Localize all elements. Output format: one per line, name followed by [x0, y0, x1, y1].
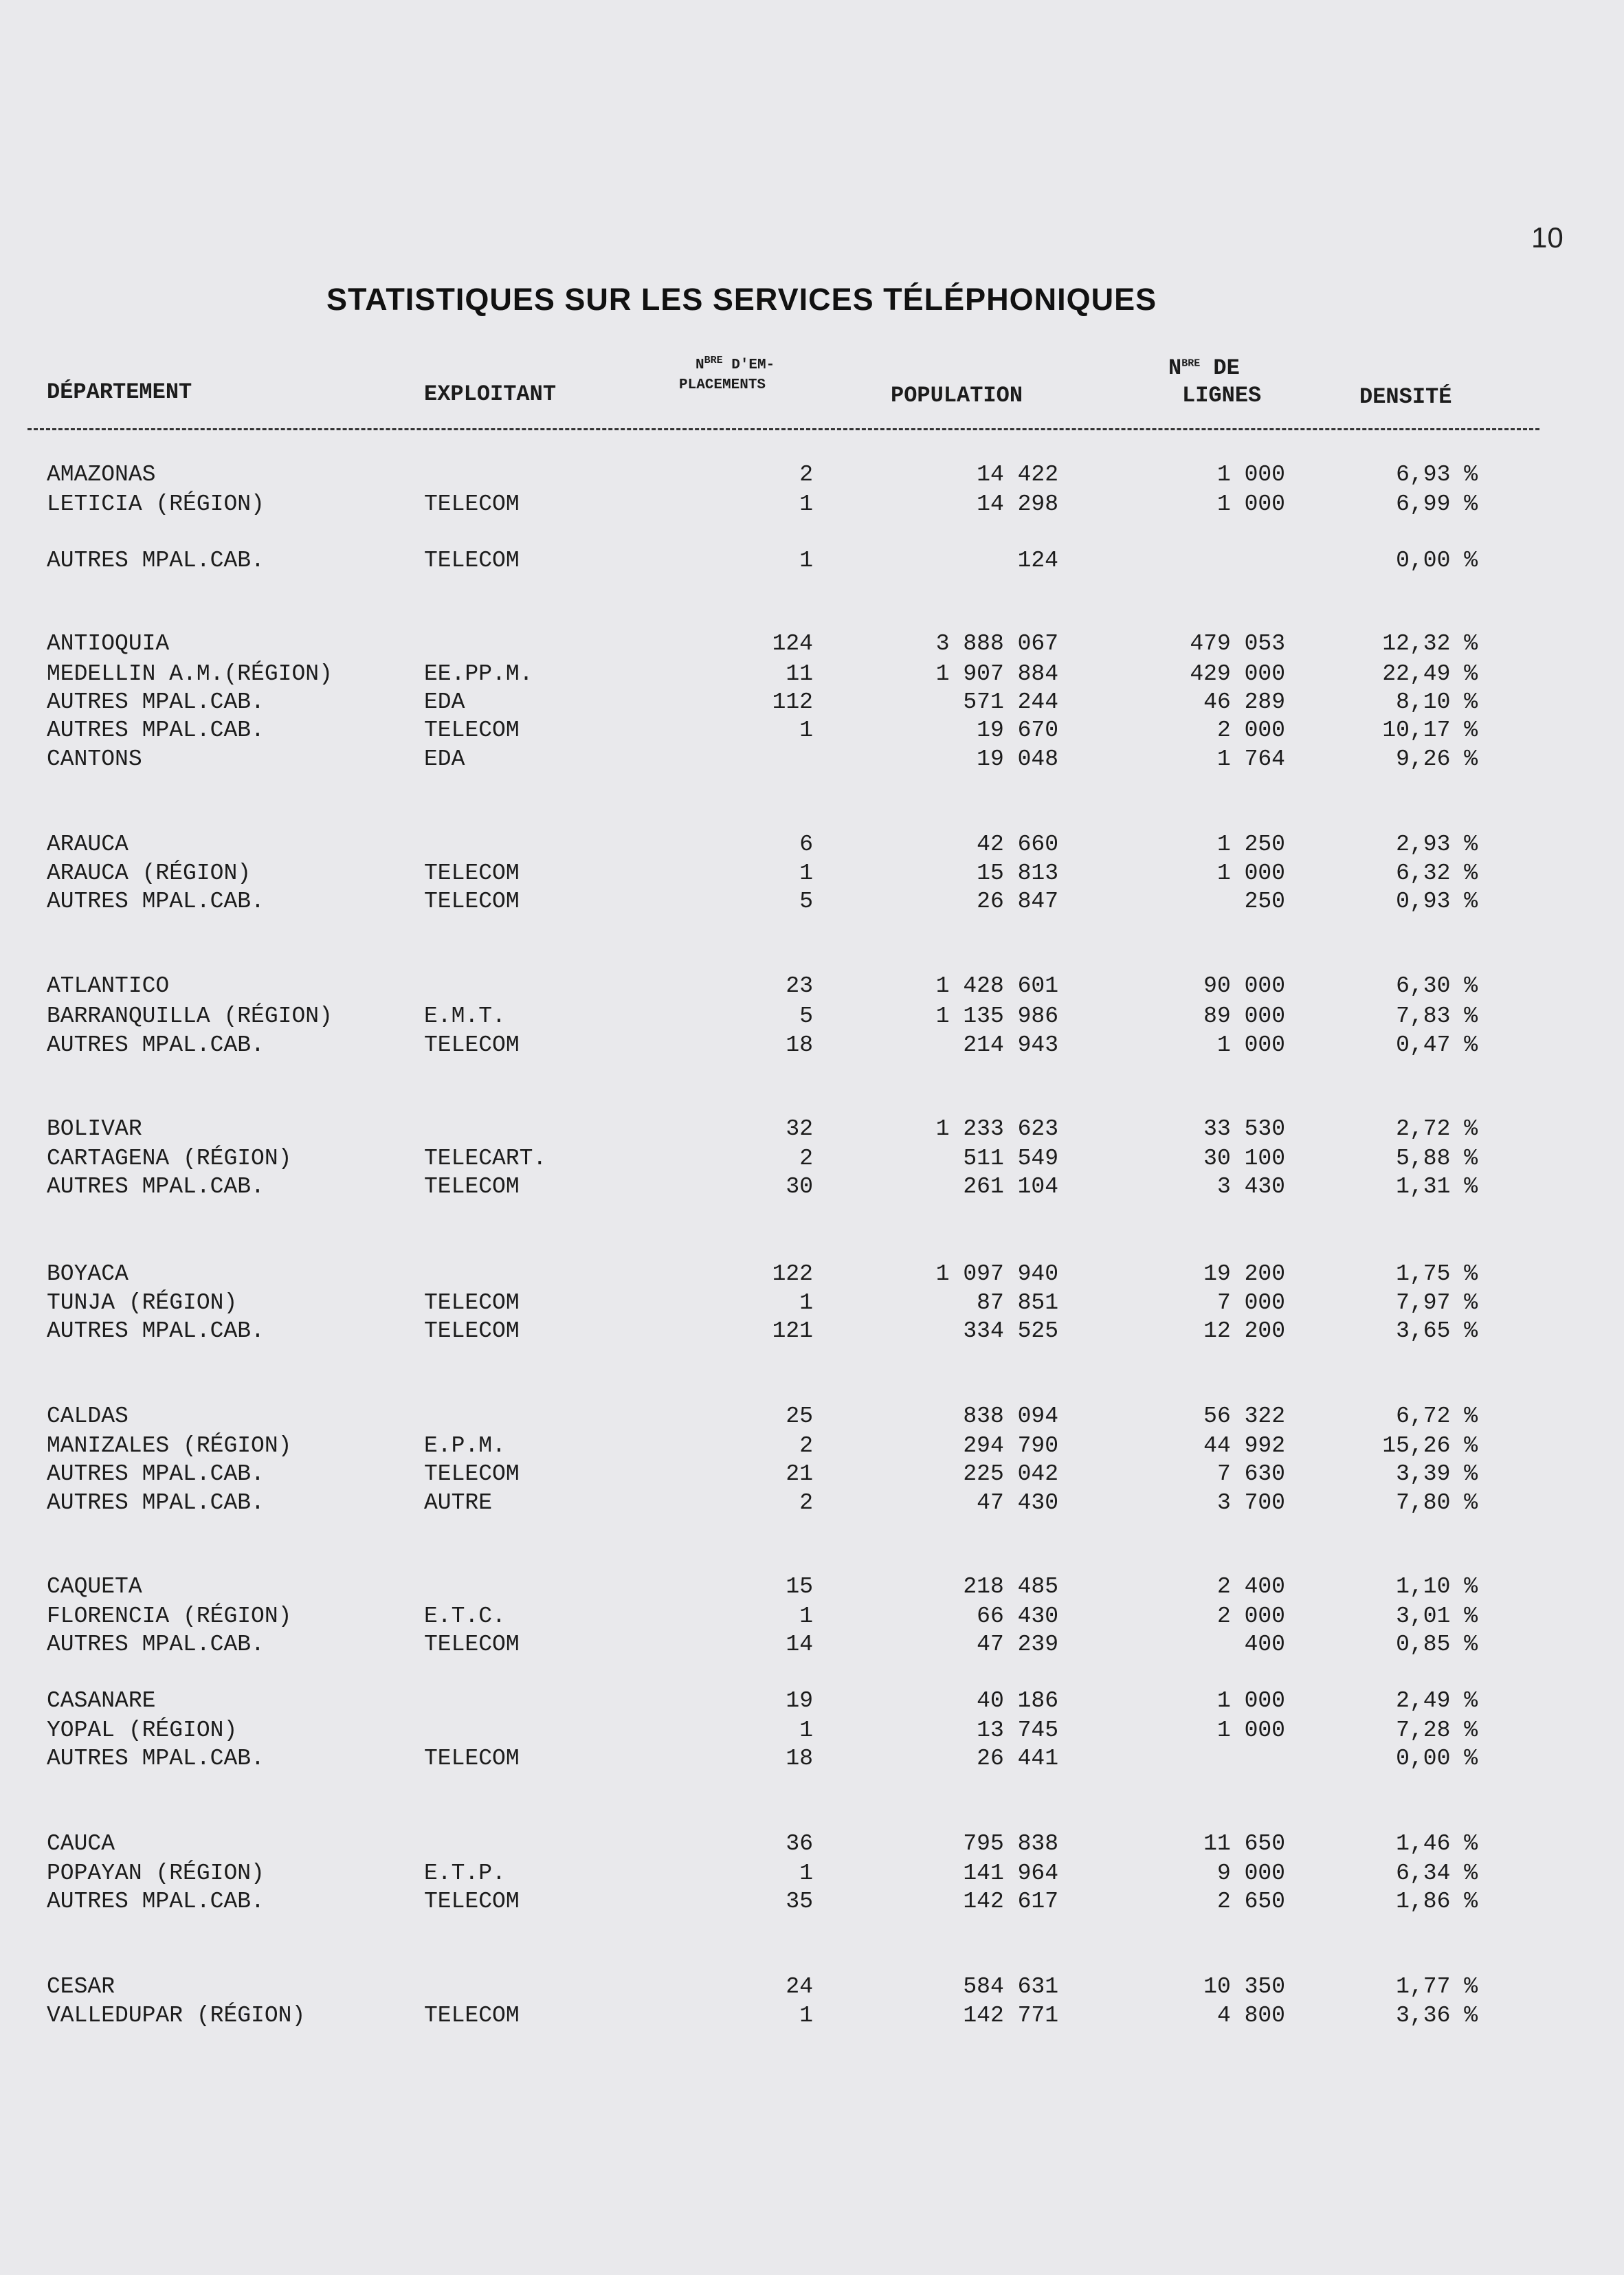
table-row [0, 1744, 1624, 1773]
cell-emplacements: 1 [799, 1718, 813, 1743]
table-row [0, 1573, 1624, 1601]
cell-densite: 9,26 % [1396, 746, 1478, 772]
cell-lignes: 7 630 [1216, 1461, 1285, 1487]
page-title: STATISTIQUES SUR LES SERVICES TÉLÉPHONIQUES [326, 282, 1157, 317]
cell-population: 1 907 884 [935, 661, 1058, 687]
table-row [0, 1260, 1624, 1289]
table-row [0, 1402, 1624, 1431]
cell-lignes: 30 100 [1203, 1146, 1285, 1171]
cell-densite: 0,85 % [1396, 1632, 1478, 1657]
cell-population: 218 485 [963, 1574, 1058, 1599]
cell-population: 1 428 601 [935, 973, 1058, 999]
cell-departement: AUTRES MPAL.CAB. [47, 1174, 265, 1199]
cell-emplacements: 2 [799, 1433, 813, 1458]
cell-emplacements: 5 [799, 1003, 813, 1029]
cell-densite: 7,97 % [1396, 1290, 1478, 1316]
cell-departement: CARTAGENA (RÉGION) [47, 1146, 292, 1171]
cell-densite: 1,77 % [1396, 1974, 1478, 1999]
table-row [0, 460, 1624, 489]
cell-densite: 6,99 % [1396, 491, 1478, 517]
cell-densite: 1,31 % [1396, 1174, 1478, 1199]
cell-lignes: 11 650 [1203, 1831, 1285, 1856]
table-row [0, 1317, 1624, 1346]
cell-densite: 2,72 % [1396, 1116, 1478, 1142]
cell-lignes: 4 800 [1216, 2003, 1285, 2028]
cell-departement: AUTRES MPAL.CAB. [47, 1032, 265, 1058]
cell-population: 3 888 067 [935, 631, 1058, 656]
cell-emplacements: 122 [772, 1261, 813, 1287]
cell-departement: MANIZALES (RÉGION) [47, 1433, 292, 1458]
cell-lignes: 479 053 [1190, 631, 1285, 656]
cell-exploitant: TELECOM [424, 1746, 520, 1771]
table-row [0, 660, 1624, 689]
header-population: POPULATION [891, 383, 1023, 408]
cell-departement: CAUCA [47, 1831, 115, 1856]
table-row [0, 2001, 1624, 2030]
cell-densite: 1,86 % [1396, 1889, 1478, 1914]
cell-population: 1 097 940 [935, 1261, 1058, 1287]
cell-population: 47 430 [977, 1490, 1058, 1516]
cell-emplacements: 11 [786, 661, 813, 687]
cell-population: 42 660 [977, 832, 1058, 857]
cell-densite: 0,00 % [1396, 1746, 1478, 1771]
cell-departement: CAQUETA [47, 1574, 142, 1599]
cell-exploitant: EDA [424, 746, 465, 772]
cell-densite: 0,47 % [1396, 1032, 1478, 1058]
cell-population: 1 135 986 [935, 1003, 1058, 1029]
cell-lignes: 90 000 [1203, 973, 1285, 999]
cell-lignes: 1 000 [1216, 1718, 1285, 1743]
cell-population: 66 430 [977, 1603, 1058, 1629]
cell-exploitant: EDA [424, 689, 465, 715]
cell-departement: POPAYAN (RÉGION) [47, 1861, 265, 1886]
cell-emplacements: 112 [772, 689, 813, 715]
cell-densite: 2,93 % [1396, 832, 1478, 857]
cell-lignes: 89 000 [1203, 1003, 1285, 1029]
cell-population: 294 790 [963, 1433, 1058, 1458]
cell-exploitant: TELECOM [424, 1632, 520, 1657]
header-lignes-rest: DE [1200, 355, 1240, 381]
cell-densite: 2,49 % [1396, 1688, 1478, 1713]
table-row [0, 1859, 1624, 1888]
cell-population: 584 631 [963, 1974, 1058, 1999]
cell-emplacements: 1 [799, 2003, 813, 2028]
cell-emplacements: 35 [786, 1889, 813, 1914]
cell-emplacements: 30 [786, 1174, 813, 1199]
table-row [0, 1432, 1624, 1461]
table-row [0, 490, 1624, 519]
cell-lignes: 2 650 [1216, 1889, 1285, 1914]
cell-population: 142 617 [963, 1889, 1058, 1914]
cell-population: 40 186 [977, 1688, 1058, 1713]
cell-exploitant: TELECOM [424, 2003, 520, 2028]
cell-densite: 1,75 % [1396, 1261, 1478, 1287]
cell-departement: AUTRES MPAL.CAB. [47, 1889, 265, 1914]
cell-departement: BOLIVAR [47, 1116, 142, 1142]
header-departement: DÉPARTEMENT [47, 379, 192, 405]
cell-population: 141 964 [963, 1861, 1058, 1886]
cell-emplacements: 1 [799, 718, 813, 743]
cell-emplacements: 15 [786, 1574, 813, 1599]
cell-departement: ARAUCA [47, 832, 129, 857]
header-emplacements-line2: PLACEMENTS [679, 377, 766, 393]
table-row [0, 688, 1624, 717]
table-row [0, 630, 1624, 658]
cell-emplacements: 19 [786, 1688, 813, 1713]
cell-emplacements: 1 [799, 548, 813, 573]
cell-departement: ATLANTICO [47, 973, 170, 999]
cell-exploitant: EE.PP.M. [424, 661, 533, 687]
cell-lignes: 2 400 [1216, 1574, 1285, 1599]
cell-exploitant: TELECOM [424, 1174, 520, 1199]
header-lignes-sup: BRE [1181, 357, 1201, 370]
cell-emplacements: 2 [799, 1490, 813, 1516]
cell-emplacements: 23 [786, 973, 813, 999]
cell-population: 26 847 [977, 889, 1058, 914]
cell-exploitant: TELECOM [424, 1032, 520, 1058]
table-row [0, 716, 1624, 745]
cell-emplacements: 25 [786, 1403, 813, 1429]
header-rule [27, 428, 1539, 430]
cell-departement: CESAR [47, 1974, 115, 1999]
table-row [0, 1115, 1624, 1144]
cell-departement: LETICIA (RÉGION) [47, 491, 265, 517]
cell-emplacements: 2 [799, 1146, 813, 1171]
cell-exploitant: TELECOM [424, 1889, 520, 1914]
table-row [0, 1002, 1624, 1031]
cell-emplacements: 14 [786, 1632, 813, 1657]
header-lignes-line2: LIGNES [1182, 383, 1262, 408]
cell-emplacements: 124 [772, 631, 813, 656]
cell-densite: 1,46 % [1396, 1831, 1478, 1856]
cell-densite: 6,93 % [1396, 462, 1478, 487]
cell-emplacements: 6 [799, 832, 813, 857]
cell-departement: AUTRES MPAL.CAB. [47, 689, 265, 715]
cell-densite: 0,93 % [1396, 889, 1478, 914]
header-emplacements-n: N [696, 357, 704, 373]
cell-densite: 10,17 % [1382, 718, 1478, 743]
cell-departement: TUNJA (RÉGION) [47, 1290, 238, 1316]
cell-lignes: 9 000 [1216, 1861, 1285, 1886]
cell-exploitant: E.M.T. [424, 1003, 506, 1029]
cell-exploitant: TELECOM [424, 718, 520, 743]
table-row [0, 546, 1624, 575]
header-lignes-line1 [1168, 357, 1240, 379]
cell-departement: ANTIOQUIA [47, 631, 170, 656]
cell-lignes: 1 000 [1216, 1032, 1285, 1058]
cell-population: 14 422 [977, 462, 1058, 487]
cell-exploitant: TELECOM [424, 861, 520, 886]
cell-departement: CALDAS [47, 1403, 129, 1429]
cell-lignes: 7 000 [1216, 1290, 1285, 1316]
cell-exploitant: E.P.M. [424, 1433, 506, 1458]
header-exploitant: EXPLOITANT [424, 381, 557, 407]
cell-emplacements: 1 [799, 491, 813, 517]
cell-departement: CASANARE [47, 1688, 156, 1713]
cell-departement: BARRANQUILLA (RÉGION) [47, 1003, 333, 1029]
cell-departement: YOPAL (RÉGION) [47, 1718, 238, 1743]
cell-lignes: 19 200 [1203, 1261, 1285, 1287]
cell-lignes: 250 [1244, 889, 1285, 914]
table-row [0, 887, 1624, 916]
cell-exploitant: TELECOM [424, 548, 520, 573]
cell-emplacements: 1 [799, 861, 813, 886]
cell-population: 14 298 [977, 491, 1058, 517]
cell-departement: AUTRES MPAL.CAB. [47, 1461, 265, 1487]
table-row [0, 1460, 1624, 1489]
cell-departement: AUTRES MPAL.CAB. [47, 1632, 265, 1657]
cell-exploitant: TELECOM [424, 491, 520, 517]
cell-population: 511 549 [963, 1146, 1058, 1171]
cell-densite: 1,10 % [1396, 1574, 1478, 1599]
cell-lignes: 1 000 [1216, 861, 1285, 886]
table-row [0, 1687, 1624, 1716]
header-emplacements-sup: BRE [704, 355, 723, 366]
cell-exploitant: E.T.C. [424, 1603, 506, 1629]
cell-densite: 7,28 % [1396, 1718, 1478, 1743]
cell-densite: 15,26 % [1382, 1433, 1478, 1458]
cell-lignes: 33 530 [1203, 1116, 1285, 1142]
cell-lignes: 3 700 [1216, 1490, 1285, 1516]
cell-population: 225 042 [963, 1461, 1058, 1487]
table-row [0, 830, 1624, 859]
cell-departement: BOYACA [47, 1261, 129, 1287]
cell-departement: VALLEDUPAR (RÉGION) [47, 2003, 306, 2028]
cell-departement: MEDELLIN A.M.(RÉGION) [47, 661, 333, 687]
cell-exploitant: TELECOM [424, 1461, 520, 1487]
cell-population: 261 104 [963, 1174, 1058, 1199]
cell-population: 214 943 [963, 1032, 1058, 1058]
table-row [0, 1602, 1624, 1631]
cell-densite: 12,32 % [1382, 631, 1478, 656]
header-lignes-n: N [1168, 355, 1182, 381]
cell-lignes: 1 000 [1216, 462, 1285, 487]
cell-lignes: 400 [1244, 1632, 1285, 1657]
cell-emplacements: 2 [799, 462, 813, 487]
table-row [0, 1031, 1624, 1060]
cell-population: 838 094 [963, 1403, 1058, 1429]
cell-densite: 3,36 % [1396, 2003, 1478, 2028]
table-row [0, 1716, 1624, 1745]
cell-emplacements: 18 [786, 1746, 813, 1771]
cell-densite: 0,00 % [1396, 548, 1478, 573]
cell-departement: AUTRES MPAL.CAB. [47, 1318, 265, 1344]
cell-lignes: 2 000 [1216, 718, 1285, 743]
cell-population: 19 048 [977, 746, 1058, 772]
cell-densite: 5,88 % [1396, 1146, 1478, 1171]
cell-population: 1 233 623 [935, 1116, 1058, 1142]
cell-population: 87 851 [977, 1290, 1058, 1316]
cell-densite: 7,83 % [1396, 1003, 1478, 1029]
cell-lignes: 10 350 [1203, 1974, 1285, 1999]
cell-emplacements: 24 [786, 1974, 813, 1999]
cell-densite: 3,65 % [1396, 1318, 1478, 1344]
table-row [0, 745, 1624, 774]
cell-lignes: 2 000 [1216, 1603, 1285, 1629]
cell-emplacements: 121 [772, 1318, 813, 1344]
table-row [0, 1973, 1624, 2001]
cell-emplacements: 32 [786, 1116, 813, 1142]
cell-departement: AUTRES MPAL.CAB. [47, 548, 265, 573]
cell-departement: AMAZONAS [47, 462, 156, 487]
cell-departement: AUTRES MPAL.CAB. [47, 1490, 265, 1516]
cell-population: 334 525 [963, 1318, 1058, 1344]
cell-exploitant: TELECOM [424, 1290, 520, 1316]
cell-population: 47 239 [977, 1632, 1058, 1657]
cell-emplacements: 5 [799, 889, 813, 914]
cell-lignes: 56 322 [1203, 1403, 1285, 1429]
cell-emplacements: 1 [799, 1603, 813, 1629]
cell-emplacements: 21 [786, 1461, 813, 1487]
table-row [0, 1144, 1624, 1173]
cell-exploitant: E.T.P. [424, 1861, 506, 1886]
cell-exploitant: TELECOM [424, 1318, 520, 1344]
cell-emplacements: 1 [799, 1861, 813, 1886]
cell-lignes: 44 992 [1203, 1433, 1285, 1458]
table-row [0, 972, 1624, 1001]
cell-lignes: 429 000 [1190, 661, 1285, 687]
cell-lignes: 1 000 [1216, 1688, 1285, 1713]
table-row [0, 1887, 1624, 1916]
cell-densite: 8,10 % [1396, 689, 1478, 715]
table-row [0, 1830, 1624, 1858]
table-row [0, 1289, 1624, 1318]
cell-lignes: 1 000 [1216, 491, 1285, 517]
cell-lignes: 46 289 [1203, 689, 1285, 715]
cell-population: 142 771 [963, 2003, 1058, 2028]
cell-lignes: 1 764 [1216, 746, 1285, 772]
cell-densite: 22,49 % [1382, 661, 1478, 687]
cell-densite: 3,39 % [1396, 1461, 1478, 1487]
cell-departement: CANTONS [47, 746, 142, 772]
cell-densite: 3,01 % [1396, 1603, 1478, 1629]
table-row [0, 1630, 1624, 1659]
cell-exploitant: TELECART. [424, 1146, 547, 1171]
cell-departement: AUTRES MPAL.CAB. [47, 718, 265, 743]
header-emplacements-line1 [696, 355, 775, 373]
cell-lignes: 1 250 [1216, 832, 1285, 857]
table-row [0, 859, 1624, 888]
cell-densite: 7,80 % [1396, 1490, 1478, 1516]
cell-lignes: 12 200 [1203, 1318, 1285, 1344]
header-emplacements-rest: D'EM- [722, 357, 775, 373]
cell-population: 795 838 [963, 1831, 1058, 1856]
cell-population: 13 745 [977, 1718, 1058, 1743]
cell-population: 19 670 [977, 718, 1058, 743]
cell-densite: 6,72 % [1396, 1403, 1478, 1429]
cell-emplacements: 1 [799, 1290, 813, 1316]
cell-emplacements: 18 [786, 1032, 813, 1058]
cell-exploitant: AUTRE [424, 1490, 493, 1516]
cell-departement: AUTRES MPAL.CAB. [47, 889, 265, 914]
cell-densite: 6,34 % [1396, 1861, 1478, 1886]
table-row [0, 1489, 1624, 1518]
header-densite: DENSITÉ [1359, 384, 1452, 410]
cell-densite: 6,30 % [1396, 973, 1478, 999]
cell-population: 26 441 [977, 1746, 1058, 1771]
cell-exploitant: TELECOM [424, 889, 520, 914]
cell-departement: ARAUCA (RÉGION) [47, 861, 252, 886]
cell-population: 15 813 [977, 861, 1058, 886]
cell-population: 124 [1017, 548, 1058, 573]
cell-densite: 6,32 % [1396, 861, 1478, 886]
cell-departement: AUTRES MPAL.CAB. [47, 1746, 265, 1771]
cell-population: 571 244 [963, 689, 1058, 715]
table-row [0, 1173, 1624, 1201]
cell-lignes: 3 430 [1216, 1174, 1285, 1199]
page-number: 10 [1531, 221, 1564, 254]
cell-emplacements: 36 [786, 1831, 813, 1856]
cell-departement: FLORENCIA (RÉGION) [47, 1603, 292, 1629]
